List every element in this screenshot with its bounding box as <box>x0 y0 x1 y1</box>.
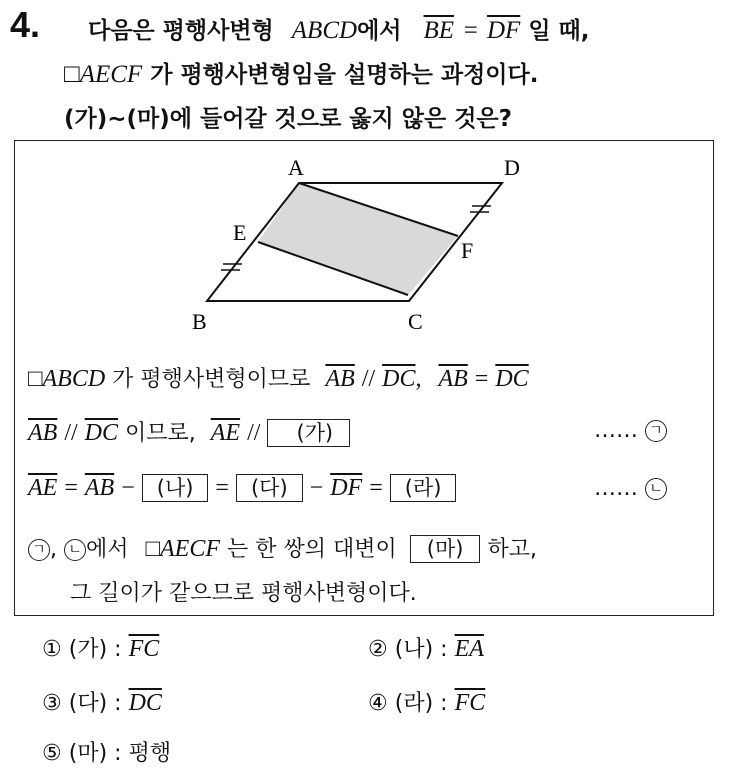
label-f: F <box>461 238 474 263</box>
choice-number: ④ <box>368 691 388 716</box>
label-d: D <box>504 155 520 180</box>
choice-label: (라) : <box>394 691 448 716</box>
segment-df: $\overline{DF}$ <box>486 17 521 44</box>
blank-ra: (라) <box>390 474 457 502</box>
square-symbol: □ <box>64 59 80 88</box>
question-text: 에서 <box>357 18 402 44</box>
choice-value: $\overline{DC}$ <box>128 690 162 716</box>
question-line-2 <box>64 56 538 89</box>
proof-line-1 <box>28 362 529 393</box>
segment-be: $\overline{BE}$ <box>423 17 455 44</box>
choice-number: ⑤ <box>42 741 62 766</box>
marker-2 <box>594 476 667 501</box>
segment-ab: $\overline{AB}$ <box>438 366 468 392</box>
square-symbol: □ <box>145 536 161 562</box>
label-b: B <box>192 309 207 333</box>
proof-line-4 <box>28 532 537 563</box>
choice-number: ② <box>368 637 388 662</box>
choice-label: (다) : <box>68 691 122 716</box>
comma: , <box>50 537 57 562</box>
choice-value: $\overline{FC}$ <box>128 636 160 662</box>
square-symbol: □ <box>28 366 43 392</box>
segment-ab: $\overline{AB}$ <box>84 475 115 501</box>
choice-number: ① <box>42 637 62 662</box>
proof-line-5: 그 길이가 같으므로 평행사변형이다. <box>70 581 417 606</box>
circled-marker-nieun: ㄴ <box>64 539 86 561</box>
question-text: 다음은 평행사변형 <box>88 18 274 44</box>
equals-sign: = <box>369 475 383 501</box>
choice-4[interactable] <box>368 686 485 717</box>
choice-label: (가) : <box>68 637 122 662</box>
proof-text: 이므로, <box>125 421 196 446</box>
segment-ab: $\overline{AB}$ <box>325 366 355 392</box>
segment-dc: $\overline{DC}$ <box>382 366 416 392</box>
choice-value: 평행 <box>128 741 172 766</box>
choice-1[interactable] <box>42 632 159 663</box>
choice-5[interactable] <box>42 736 171 767</box>
segment-dc: $\overline{DC}$ <box>495 366 529 392</box>
comma: , <box>415 366 422 392</box>
segment-df: $\overline{DF}$ <box>330 475 363 501</box>
blank-ma: (마) <box>410 535 481 563</box>
proof-text: 는 한 쌍의 대변이 <box>227 537 397 562</box>
question-number: 4. <box>10 4 41 45</box>
segment-ae: $\overline{AE}$ <box>28 475 58 501</box>
ellipsis: …… <box>594 476 638 501</box>
equals-sign: = <box>215 475 229 501</box>
circled-marker-nieun: ㄴ <box>645 478 667 500</box>
proof-text: 에서 <box>86 537 129 562</box>
proof-text: 가 평행사변형이므로 <box>112 367 311 392</box>
segment-ab: $\overline{AB}$ <box>28 420 58 446</box>
shape-name: ABCD <box>291 17 358 44</box>
minus-sign: − <box>309 475 324 501</box>
choice-value: $\overline{FC}$ <box>454 690 486 716</box>
equals-sign: = <box>474 366 489 392</box>
blank-da: (다) <box>236 474 303 502</box>
parallel-symbol: // <box>361 366 376 392</box>
choice-number: ③ <box>42 691 62 716</box>
parallelogram-figure <box>180 148 520 333</box>
choice-label: (마) : <box>68 741 122 766</box>
choice-label: (나) : <box>394 637 448 662</box>
shape-name: AECF <box>79 61 143 88</box>
parallel-symbol: // <box>64 420 78 446</box>
marker-1 <box>594 418 667 443</box>
segment-ae: $\overline{AE}$ <box>210 420 241 446</box>
equals-sign: = <box>64 475 78 501</box>
choice-value: $\overline{EA}$ <box>454 636 484 662</box>
segment-dc: $\overline{DC}$ <box>84 420 119 446</box>
equals-sign: = <box>462 17 479 44</box>
question-line-1 <box>88 12 590 45</box>
choice-3[interactable] <box>42 686 162 717</box>
proof-text: 하고, <box>487 537 537 562</box>
question-text: 일 때, <box>528 18 590 44</box>
question-line-3: (가)~(마)에 들어갈 것으로 옳지 않은 것은? <box>64 106 512 132</box>
label-a: A <box>288 155 304 180</box>
question-text: 가 평행사변형임을 설명하는 과정이다. <box>150 62 539 88</box>
proof-line-3 <box>28 474 456 502</box>
label-e: E <box>233 220 247 245</box>
label-c: C <box>408 309 423 333</box>
blank-ga: (가) <box>267 419 350 447</box>
shape-name: ABCD <box>42 366 106 392</box>
choice-2[interactable] <box>368 632 484 663</box>
minus-sign: − <box>121 475 135 501</box>
ellipsis: …… <box>594 418 638 443</box>
parallel-symbol: // <box>247 420 261 446</box>
circled-marker-giyeok: ㄱ <box>28 539 50 561</box>
blank-na: (나) <box>142 474 209 502</box>
proof-line-2 <box>28 416 350 447</box>
circled-marker-giyeok: ㄱ <box>645 420 667 442</box>
shape-name: AECF <box>160 536 221 562</box>
